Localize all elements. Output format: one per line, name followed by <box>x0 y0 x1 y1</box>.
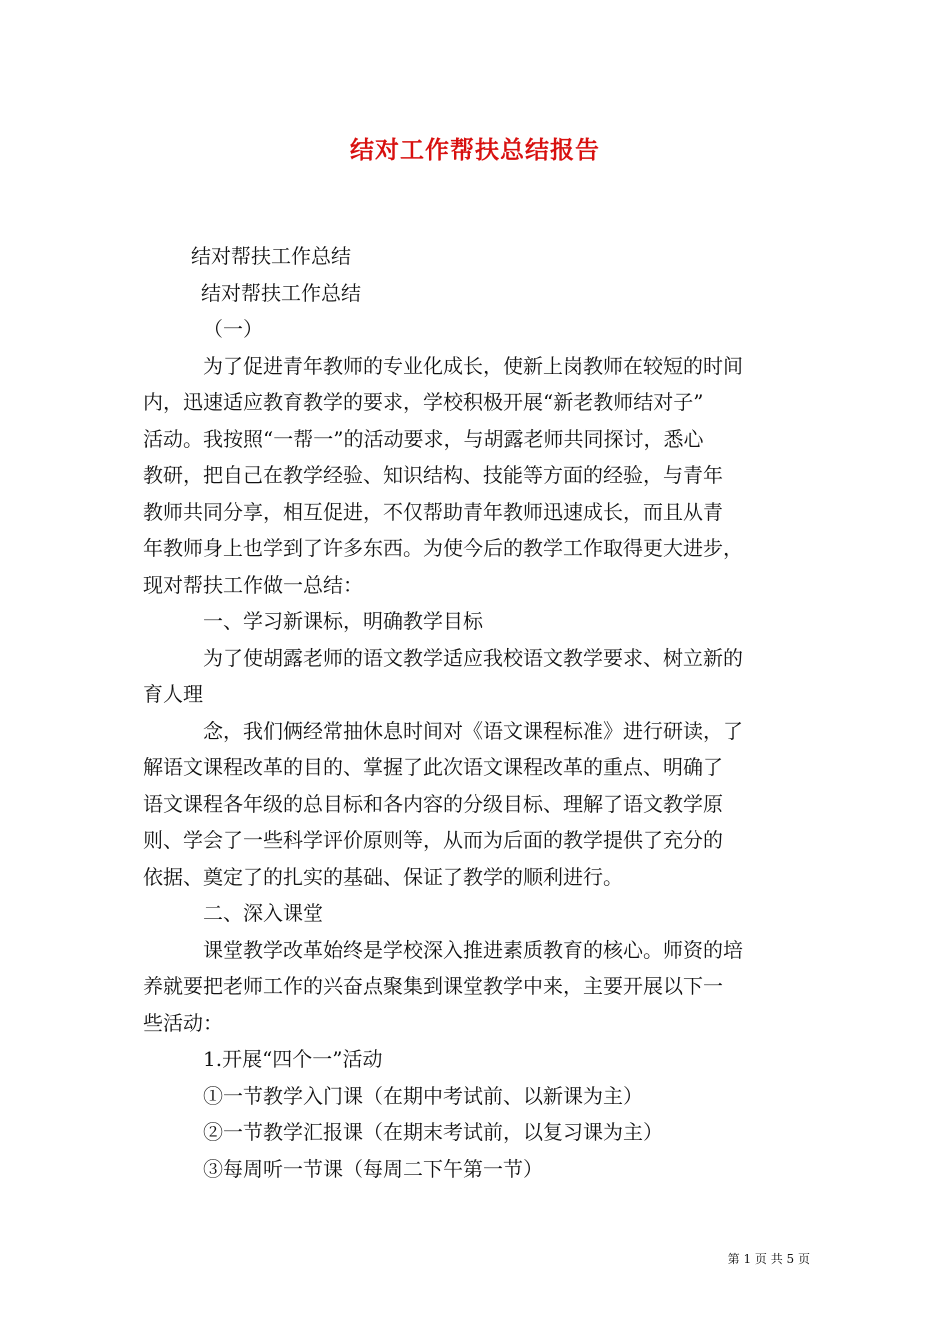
paragraph-line: 为了使胡露老师的语文教学适应我校语文教学要求、树立新的 <box>203 645 743 670</box>
list-item: ②一节教学汇报课（在期末考试前，以复习课为主） <box>203 1120 663 1144</box>
list-item: ③每周听一节课（每周二下午第一节） <box>203 1156 543 1181</box>
list-item: ①一节教学入门课（在期中考试前、以新课为主） <box>203 1083 643 1108</box>
section-heading: 一、学习新课标，明确教学目标 <box>203 609 483 633</box>
document-title: 结对工作帮扶总结报告 <box>350 135 600 164</box>
list-item: 1.开展“四个一”活动 <box>203 1047 383 1071</box>
paragraph-line: 则、学会了一些科学评价原则等，从而为后面的教学提供了充分的 <box>143 828 723 852</box>
document-body <box>143 238 808 1187</box>
paragraph-line: 内，迅速适应教育教学的要求，学校积极开展“新老教师结对子” <box>143 390 704 414</box>
page-footer: 第 1 页 共 5 页 <box>727 1252 810 1266</box>
paragraph-line: 活动。我按照“一帮一”的活动要求，与胡露老师共同探讨，悉心 <box>143 426 704 451</box>
paragraph-line: 养就要把老师工作的兴奋点聚集到课堂教学中来，主要开展以下一 <box>143 974 723 998</box>
paragraph-line: 语文课程各年级的总目标和各内容的分级目标、理解了语文教学原 <box>143 791 723 816</box>
paragraph-line: 现对帮扶工作做一总结： <box>143 572 363 597</box>
paragraph-line: 结对帮扶工作总结 <box>201 280 361 305</box>
paragraph-line: 课堂教学改革始终是学校深入推进素质教育的核心。师资的培 <box>203 937 743 962</box>
paragraph-line: 些活动： <box>143 1010 223 1035</box>
paragraph-line: 念，我们俩经常抽休息时间对《语文课程标准》进行研读，了 <box>203 718 743 743</box>
paragraph-line: 为了促进青年教师的专业化成长，使新上岗教师在较短的时间 <box>203 353 743 378</box>
section-heading: 二、深入课堂 <box>203 901 323 925</box>
paragraph-line: 育人理 <box>143 682 203 706</box>
paragraph-line: （一） <box>203 317 263 341</box>
paragraph-line: 结对帮扶工作总结 <box>191 244 351 268</box>
paragraph-line: 依据、奠定了的扎实的基础、保证了教学的顺利进行。 <box>143 864 623 889</box>
paragraph-line: 解语文课程改革的目的、掌握了此次语文课程改革的重点、明确了 <box>143 755 723 779</box>
paragraph-line: 教师共同分享，相互促进，不仅帮助青年教师迅速成长，而且从青 <box>143 499 723 524</box>
paragraph-line: 年教师身上也学到了许多东西。为使今后的教学工作取得更大进步， <box>143 536 743 560</box>
paragraph-line: 教研，把自己在教学经验、知识结构、技能等方面的经验，与青年 <box>143 463 723 487</box>
